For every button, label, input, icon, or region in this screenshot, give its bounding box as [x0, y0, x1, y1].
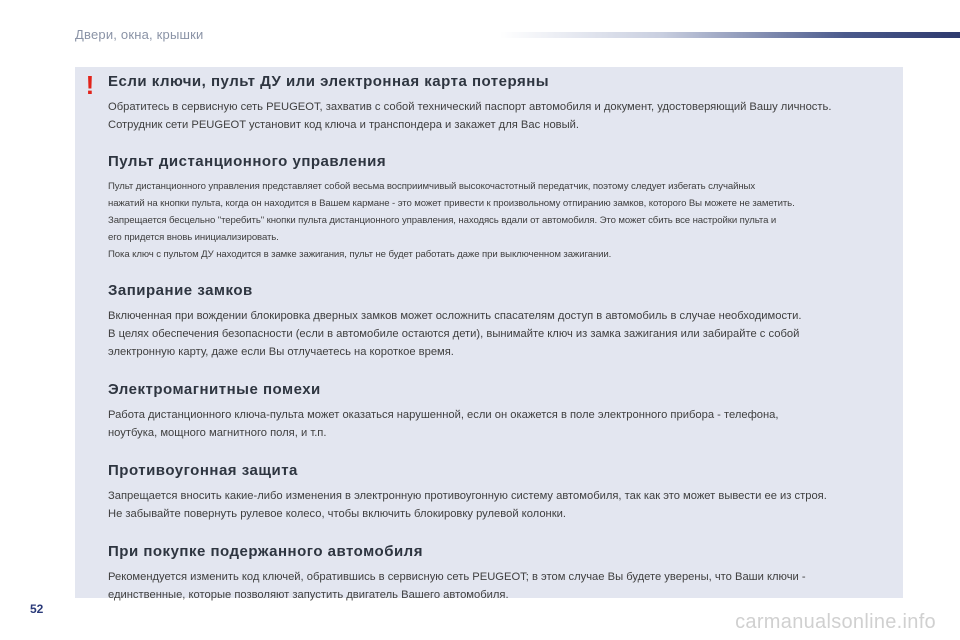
section-used-car	[108, 542, 898, 604]
section-remote-control	[108, 152, 898, 263]
paragraph-line: Запрещается бесцельно "теребить" кнопки пульта дистанционного управления, находясь вдали от автомобиля. Это может сбить все настройки пульта и	[108, 215, 777, 226]
section-title: Электромагнитные помехи	[108, 381, 321, 398]
section-title: При покупке подержанного автомобиля	[108, 543, 423, 560]
paragraph-line: Пульт дистанционного управления представляет собой весьма восприимчивый высокочастотный передатчик, поэтому следует избегать случайных	[108, 181, 756, 192]
section-lost-keys	[108, 72, 898, 134]
watermark: carmanualsonline.info	[735, 611, 936, 633]
paragraph-line: его придется вновь инициализировать.	[108, 232, 279, 243]
paragraph-line: Сотрудник сети PEUGEOT установит код ключа и транспондера и закажет для Вас новый.	[108, 119, 580, 131]
paragraph-line: В целях обеспечения безопасности (если в автомобиле остаются дети), вынимайте ключ из замка зажигания или забирайте с собой	[108, 328, 800, 340]
section-title: Пульт дистанционного управления	[108, 153, 387, 170]
paragraph-line: Обратитесь в сервисную сеть PEUGEOT, захватив с собой технический паспорт автомобиля и документ, удостоверяющий Вашу личность.	[108, 101, 832, 113]
paragraph-line: Пока ключ с пультом ДУ находится в замке зажигания, пульт не будет работать даже при выключенном зажигании.	[108, 249, 612, 260]
section-title: Противоугонная защита	[108, 462, 298, 479]
paragraph-line: Рекомендуется изменить код ключей, обратившись в сервисную сеть PEUGEOT; в этом случае Вы будете уверены, что Ваши ключи -	[108, 571, 806, 583]
section-header: Двери, окна, крышки	[75, 27, 204, 42]
panel-content	[108, 72, 898, 604]
section-title: Запирание замков	[108, 282, 253, 299]
warning-icon: !	[85, 70, 95, 100]
section-locking	[108, 281, 898, 361]
section-title: Если ключи, пульт ДУ или электронная карта потеряны	[108, 73, 550, 90]
paragraph-line: единственные, которые позволяют запустить двигатель Вашего автомобиля.	[108, 589, 509, 601]
page-number: 52	[30, 602, 44, 616]
paragraph-line: Не забывайте повернуть рулевое колесо, чтобы включить блокировку рулевой колонки.	[108, 508, 566, 520]
paragraph-line: ноутбука, мощного магнитного поля, и т.п.	[108, 427, 327, 439]
header-gradient-rule	[500, 32, 960, 38]
paragraph-line: Запрещается вносить какие-либо изменения в электронную противоугонную систему автомобиля, так как это может вывести ее из строя.	[108, 490, 827, 502]
paragraph-line: нажатий на кнопки пульта, когда он находится в Вашем кармане - это может привести к произвольному отпиранию замков, которого Вы можете не заметить.	[108, 198, 795, 209]
paragraph-line: Включенная при вождении блокировка дверных замков может осложнить спасателям доступ в автомобиль в случае необходимости.	[108, 310, 802, 322]
paragraph-line: электронную карту, даже если Вы отлучаетесь на короткое время.	[108, 346, 454, 358]
section-interference	[108, 380, 898, 442]
section-anti-theft	[108, 461, 898, 523]
paragraph-line: Работа дистанционного ключа-пульта может оказаться нарушенной, если он окажется в поле электронного прибора - телефона,	[108, 409, 779, 421]
